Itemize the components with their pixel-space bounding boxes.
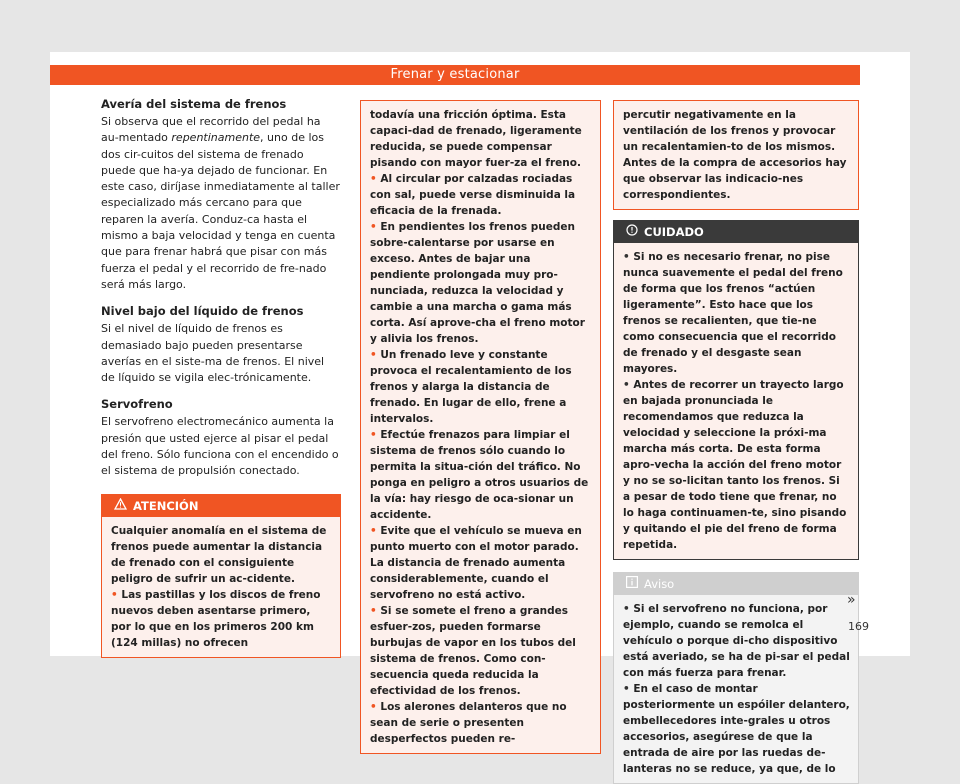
list-item-text: En el caso de montar posteriormente un espóiler delantero, embellecedores inte-grales u otros accesorios, asegúrese de que la entrada de aire por las ruedas de-lanteras no se reduce, ya que, de lo: [623, 683, 850, 775]
list-item: [370, 347, 592, 427]
bullet-icon: •: [623, 683, 630, 695]
list-item: [370, 699, 592, 747]
notice-title: Aviso: [644, 577, 675, 591]
list-item: [370, 523, 592, 603]
page-header: Frenar y estacionar: [50, 65, 860, 85]
bullet-icon: •: [370, 221, 377, 233]
emphasis: repentinamente: [171, 131, 261, 145]
heading-brake-failure: Avería del sistema de frenos: [101, 97, 287, 111]
alert-circle-icon: [626, 221, 638, 243]
bullet-icon: •: [370, 429, 377, 441]
notice-header: [614, 573, 858, 595]
notice-box: [613, 572, 859, 784]
notice-body: [614, 595, 858, 783]
caution-title: CUIDADO: [644, 225, 704, 239]
list-item: [623, 601, 850, 681]
caution-body: [614, 243, 858, 559]
paragraph-servo: El servofreno electromecánico aumenta la presión que usted ejerce al pisar el pedal del freno. Sólo funciona con el encendido o el sistema de propulsión conectado.: [101, 415, 339, 478]
heading-servo: Servofreno: [101, 397, 173, 412]
list-item-text: Antes de recorrer un trayecto largo en bajada pronunciada le recomendamos que reduzca la velocidad y seleccione la próxi-ma marcha más corta. De esta forma apro-vecha la acción del freno motor y no se so-licitan tanto los frenos. Si a pesar de todo tiene que frenar, no lo haga continuamen-te, sino pisando y quitando el pie del freno de forma repetida.: [623, 379, 847, 551]
info-icon: [626, 573, 638, 595]
list-item-text: Efectúe frenazos para limpiar el sistema de frenos sólo cuando lo permita la situa-ción del tráfico. No ponga en peligro a otros usuarios de la vía: hay riesgo de oca-sionar un accidente.: [370, 429, 589, 521]
bullet-icon: •: [370, 701, 377, 713]
column-1: [101, 96, 341, 658]
text: , uno de los dos cir-cuitos del sistema de frenado puede que ha-ya dejado de funcionar. En este caso, diríjase inmediatamente al taller especializado más cercano para que reparen la avería. Conduz-ca hasta el mismo a baja velocidad y tenga en cuenta que para frenar habrá que pisar con más fuerza el pedal y el recorrido de fre-nado será más largo.: [101, 131, 340, 291]
warning-header: [102, 495, 340, 517]
paragraph-low-fluid: Si el nivel de líquido de frenos es demasiado bajo pueden presentarse averías en el siste-ma de frenos. El nivel de líquido se vigila elec-trónicamente.: [101, 322, 325, 385]
list-item-text: Evite que el vehículo se mueva en punto muerto con el motor parado. La distancia de frenado aumenta considerablemente, cuando el servofreno no está activo.: [370, 525, 582, 601]
list-item: [623, 681, 850, 777]
warning-title: ATENCIÓN: [133, 498, 199, 513]
column-3: [613, 96, 859, 784]
bullet-icon: •: [370, 349, 377, 361]
list-item: [370, 219, 592, 347]
list-item-text: Al circular por calzadas rociadas con sal, puede verse disminuida la eficacia de la frenada.: [370, 173, 576, 217]
warning-body: [102, 517, 340, 657]
list-item-text: Si el servofreno no funciona, por ejemplo, cuando se remolca el vehículo o porque di-cho dispositivo está averiado, se ha de pi-sar el pedal con más fuerza para frenar.: [623, 603, 850, 679]
page-number: 169: [848, 620, 869, 633]
column-2: [360, 96, 601, 754]
continue-arrow-icon: »: [847, 592, 856, 608]
paragraph-brake-failure: [101, 114, 341, 293]
list-item: [111, 587, 332, 651]
list-item: [370, 427, 592, 523]
bullet-icon: •: [370, 173, 377, 185]
bullet-icon: •: [623, 379, 630, 391]
bullet-icon: •: [623, 603, 630, 615]
caution-header: [614, 221, 858, 243]
list-item-text: Si no es necesario frenar, no pise nunca suavemente el pedal del freno de forma que los frenos “actúen ligeramente”. Esto hace que los frenos se recalienten, que tie-ne como consecuencia que el recorrido de frenado y el desgaste sean mayores.: [623, 251, 843, 375]
warning-box: [101, 494, 341, 658]
bullet-icon: •: [111, 588, 118, 601]
text: Si observa que el recorrido del pedal ha au-mentado: [101, 115, 321, 145]
bullet-icon: •: [370, 525, 377, 537]
list-item: [370, 603, 592, 699]
bullet-icon: •: [623, 251, 630, 263]
list-item-text: Los alerones delanteros que no sean de serie o presenten desperfectos pueden re-: [370, 701, 567, 745]
list-item-text: En pendientes los frenos pueden sobre-calentarse por usarse en exceso. Antes de bajar una pendiente prolongada muy pro-nunciada, reduzca la velocidad y cambie a una marcha o gama más corta. Así aprove-cha el freno motor y alivia los frenos.: [370, 221, 585, 345]
warning-intro: Cualquier anomalía en el sistema de frenos puede aumentar la distancia de frenado con el consiguiente peligro de sufrir un ac-cidente.: [111, 524, 327, 585]
list-item: [370, 171, 592, 219]
list-item: [623, 377, 850, 553]
list-item-text: Si se somete el freno a grandes esfuer-zos, pueden formarse burbujas de vapor en los tubos del sistema de frenos. Como con-secuencia queda reducida la efectividad de los frenos.: [370, 605, 576, 697]
bullet-icon: •: [370, 605, 377, 617]
warning-box-continued: [360, 100, 601, 754]
warning-box-continued-2: [613, 100, 859, 210]
warning-body-continued-2: [614, 101, 858, 209]
warning-continued-text: todavía una fricción óptima. Esta capaci-dad de frenado, ligeramente reducida, se puede compensar pisando con mayor fuer-za el freno.: [370, 109, 582, 169]
caution-box: [613, 220, 859, 560]
warning-body-continued: [361, 101, 600, 753]
list-item: [623, 249, 850, 377]
heading-low-fluid: Nivel bajo del líquido de frenos: [101, 304, 304, 319]
warning-continued-text: percutir negativamente en la ventilación de los frenos y provocar un recalentamien-to de los mismos. Antes de la compra de accesorios hay que observar las indicacio-nes correspondientes.: [623, 109, 847, 201]
list-item-text: Un frenado leve y constante provoca el recalentamiento de los frenos y alarga la distancia de frenado. En lugar de ello, frene a intervalos.: [370, 349, 572, 425]
list-item-text: Las pastillas y los discos de freno nuevos deben asentarse primero, por lo que en los primeros 200 km (124 millas) no ofrecen: [111, 588, 321, 649]
warning-triangle-icon: [114, 495, 127, 517]
